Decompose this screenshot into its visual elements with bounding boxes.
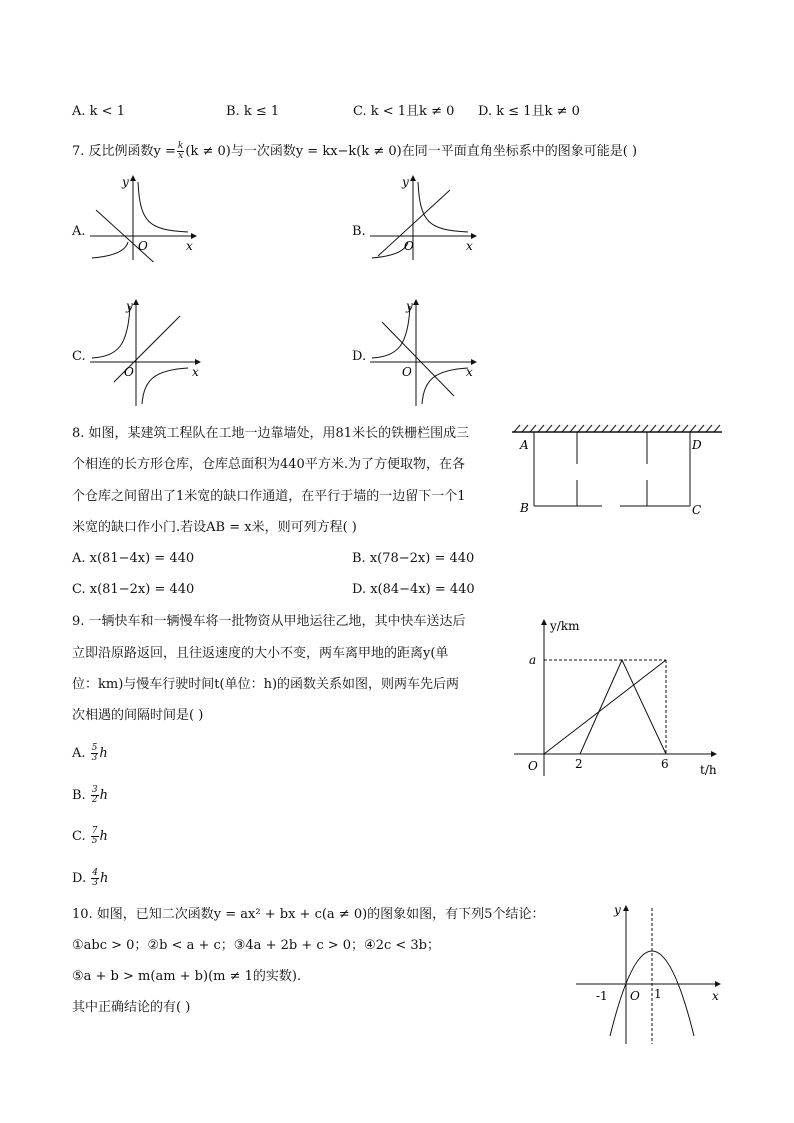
frac-num: 5 — [91, 743, 98, 753]
option-prefix: D. — [72, 871, 87, 886]
y-label: y — [122, 175, 129, 189]
fast-car-line — [580, 660, 666, 754]
hyperbola-branch — [142, 368, 188, 404]
neg1-label: -1 — [596, 989, 608, 1003]
q7-graph-d-label: D. — [352, 349, 367, 364]
y-label: y — [406, 299, 413, 313]
option-prefix: B. — [72, 788, 86, 803]
option-unit: h — [99, 871, 109, 886]
origin-label: O — [138, 239, 148, 253]
x-label: x — [192, 365, 199, 379]
q9-option-a — [72, 744, 108, 763]
y-label: y — [402, 175, 409, 189]
x-label: x — [466, 365, 473, 379]
origin-label: O — [630, 989, 640, 1003]
q10-line-2: ①abc > 0；②b < a + c；③4a + 2b + c > 0；④2c < 3b； — [72, 938, 441, 953]
option-prefix: A. — [72, 746, 86, 761]
q8-line-4: 米宽的缺口作小门.若设AB = x米，则可列方程( ) — [72, 520, 357, 535]
q9-option-c — [72, 827, 108, 846]
q9-option-b — [72, 786, 108, 805]
q10-line-4: 其中正确结论的有( ) — [72, 1000, 191, 1015]
option-fraction — [91, 827, 99, 846]
q6-option-c: C. k < 1且k ≠ 0 — [353, 104, 455, 119]
q7-graph-b-label: B. — [352, 224, 366, 239]
q6-option-b: B. k ≤ 1 — [226, 104, 280, 119]
q8-option-c: C. x(81−2x) = 440 — [72, 582, 195, 597]
q6-option-d: D. k ≤ 1且k ≠ 0 — [478, 104, 580, 119]
x-label: x — [466, 239, 473, 253]
option-fraction — [91, 744, 99, 763]
q7-frac-den: x — [178, 151, 184, 161]
hyperbola-branch — [418, 182, 468, 232]
q7-fraction — [177, 142, 184, 161]
frac-den: 5 — [91, 836, 98, 846]
q9-option-d — [72, 869, 108, 888]
x-label: x — [712, 989, 719, 1003]
frac-den: 2 — [91, 795, 98, 805]
q9-distance-time-graph — [512, 614, 724, 780]
q7-graph-c-label: C. — [72, 349, 86, 364]
t-axis-label: t/h — [700, 763, 717, 777]
hyperbola-branch — [92, 306, 130, 358]
q9-line-2: 立即沿原路返回，且往返速度的大小不变，两车离甲地的距离y(单 — [72, 646, 449, 661]
point-b-label: B — [520, 501, 529, 515]
q8-line-3: 个仓库之间留出了1米宽的缺口作通道，在平行于墙的一边留下一个1 — [72, 489, 466, 504]
option-unit: h — [99, 829, 108, 844]
one-label: 1 — [654, 987, 662, 1001]
point-c-label: C — [692, 503, 702, 517]
slow-car-line — [544, 660, 666, 754]
wall-hatching — [514, 425, 720, 432]
q10-line-3: ⑤a + b > m(am + b)(m ≠ 1的实数). — [72, 969, 302, 984]
hyperbola-branch — [138, 182, 188, 232]
option-unit: h — [99, 788, 108, 803]
q8-line-1: 8. 如图，某建筑工程队在工地一边靠墙处，用81米长的铁栅栏围成三 — [72, 426, 470, 441]
q9-line-3: 位：km)与慢车行驶时间t(单位：h)的函数关系如图，则两车先后两 — [72, 677, 460, 692]
q7-graph-c — [88, 296, 208, 408]
q7-graph-b — [368, 172, 483, 262]
origin-label: O — [404, 239, 414, 253]
y-label: y — [614, 903, 621, 917]
frac-den: 3 — [92, 878, 98, 888]
q7-stem-start: 7. 反比例函数y = — [72, 144, 176, 159]
q8-option-b: B. x(78−2x) = 440 — [352, 551, 475, 566]
q7-stem — [72, 142, 637, 161]
x-label: x — [186, 239, 193, 253]
option-fraction — [91, 869, 99, 888]
hyperbola-branch — [422, 368, 468, 404]
q8-option-d: D. x(84−4x) = 440 — [352, 582, 475, 597]
q10-line-1: 10. 如图，已知二次函数y = ax² + bx + c(a ≠ 0)的图象如图，有下列5个结论： — [72, 907, 545, 922]
origin-label: O — [528, 759, 538, 773]
q8-line-2: 个相连的长方形仓库，仓库总面积为440平方米.为了方便取物，在各 — [72, 457, 465, 472]
q9-line-4: 次相遇的间隔时间是( ) — [72, 708, 204, 723]
frac-den: 3 — [91, 753, 98, 763]
hyperbola-branch — [372, 306, 410, 358]
line-graph — [382, 322, 454, 396]
tick-6-label: 6 — [661, 757, 669, 771]
option-prefix: C. — [72, 829, 86, 844]
y-label: y — [126, 299, 133, 313]
origin-label: O — [124, 365, 134, 379]
point-d-label: D — [692, 438, 702, 452]
option-fraction — [91, 786, 99, 805]
frac-num: 3 — [91, 785, 98, 795]
hyperbola-branch — [92, 242, 128, 258]
y-axis-label: y/km — [550, 619, 580, 633]
frac-num: 4 — [92, 868, 98, 878]
q8-warehouse-figure — [510, 422, 725, 522]
frac-num: 7 — [91, 826, 98, 836]
q9-line-1: 9. 一辆快车和一辆慢车将一批物资从甲地运往乙地，其中快车送达后 — [72, 614, 466, 629]
q7-graph-a — [88, 172, 203, 262]
a-label: a — [529, 653, 537, 667]
q7-graph-a-label: A. — [72, 224, 86, 239]
point-a-label: A — [520, 438, 529, 452]
origin-label: O — [402, 365, 412, 379]
line-graph — [378, 190, 450, 256]
q8-option-a: A. x(81−4x) = 440 — [72, 551, 195, 566]
q7-stem-end: (k ≠ 0)与一次函数y = kx−k(k ≠ 0)在同一平面直角坐标系中的图象可能是( ) — [185, 144, 638, 159]
option-unit: h — [99, 746, 108, 761]
tick-2-label: 2 — [575, 757, 583, 771]
q7-graph-d — [368, 296, 483, 408]
q10-parabola-graph — [574, 900, 726, 1046]
q7-frac-num: k — [177, 141, 184, 151]
q6-option-a: A. k < 1 — [72, 104, 125, 119]
